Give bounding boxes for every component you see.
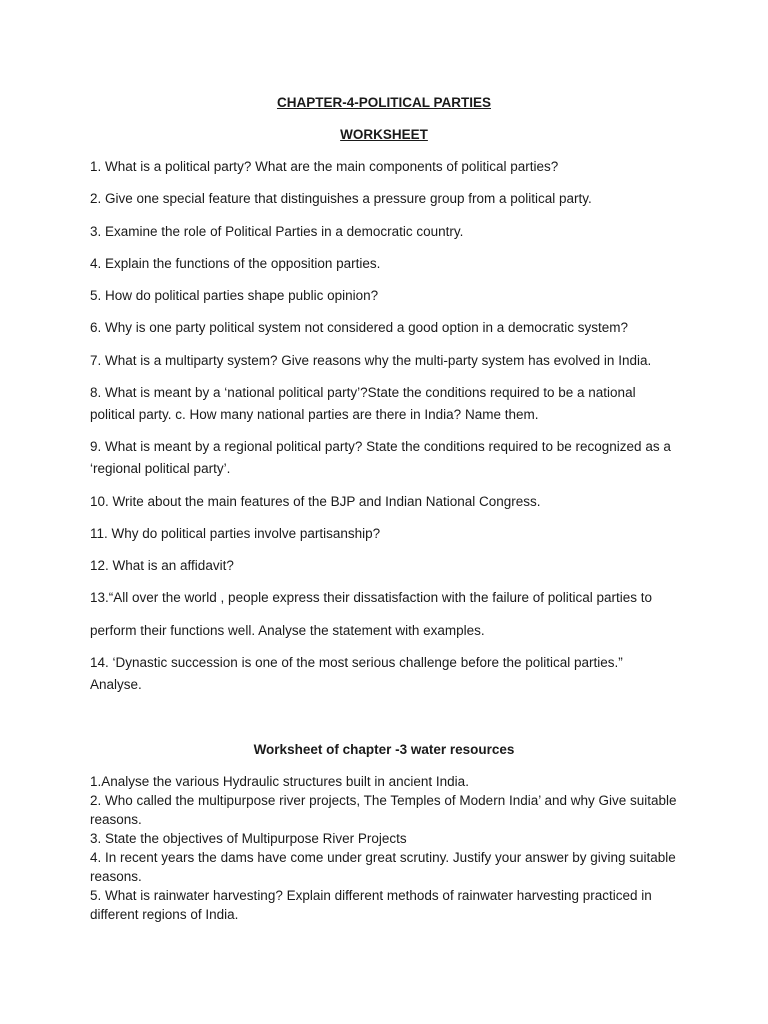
water-question-3: 3. State the objectives of Multipurpose River Projects bbox=[90, 831, 407, 846]
worksheet-heading: WORKSHEET bbox=[340, 127, 428, 142]
question-5: 5. How do political parties shape public opinion? bbox=[90, 288, 379, 303]
question-11: 11. Why do political parties involve partisanship? bbox=[90, 526, 381, 541]
water-question-5: 5. What is rainwater harvesting? Explain different methods of rainwater harvesting practiced in different regions of India. bbox=[90, 888, 652, 922]
question-13-line-2: perform their functions well. Analyse the statement with examples. bbox=[90, 623, 485, 638]
question-2: 2. Give one special feature that distinguishes a pressure group from a political party. bbox=[90, 191, 592, 206]
question-8: 8. What is meant by a ‘national political party’?State the conditions required to be a national political party. c. How many national parties are there in India? Name them. bbox=[90, 385, 636, 422]
water-question-4: 4. In recent years the dams have come under great scrutiny. Justify your answer by giving suitable reasons. bbox=[90, 850, 676, 884]
question-14: 14. ‘Dynastic succession is one of the most serious challenge before the political parties.” Analyse. bbox=[90, 655, 623, 692]
question-3: 3. Examine the role of Political Parties in a democratic country. bbox=[90, 224, 464, 239]
question-10: 10. Write about the main features of the BJP and Indian National Congress. bbox=[90, 494, 541, 509]
water-question-1: 1.Analyse the various Hydraulic structures built in ancient India. bbox=[90, 774, 469, 789]
question-13-line-1: 13.“All over the world , people express their dissatisfaction with the failure of political parties to bbox=[90, 590, 653, 605]
water-resources-title: Worksheet of chapter -3 water resources bbox=[253, 742, 515, 757]
question-4: 4. Explain the functions of the opposition parties. bbox=[90, 256, 381, 271]
water-resources-questions bbox=[90, 772, 690, 924]
question-7: 7. What is a multiparty system? Give reasons why the multi-party system has evolved in India. bbox=[90, 353, 652, 368]
water-question-2: 2. Who called the multipurpose river projects, The Temples of Modern India’ and why Give suitable reasons. bbox=[90, 793, 677, 827]
question-1: 1. What is a political party? What are the main components of political parties? bbox=[90, 159, 559, 174]
question-6: 6. Why is one party political system not considered a good option in a democratic system? bbox=[90, 320, 629, 335]
question-12: 12. What is an affidavit? bbox=[90, 558, 234, 573]
chapter-title: CHAPTER-4-POLITICAL PARTIES bbox=[276, 95, 491, 110]
question-9: 9. What is meant by a regional political party? State the conditions required to be recognized as a ‘regional political party’. bbox=[90, 439, 671, 476]
